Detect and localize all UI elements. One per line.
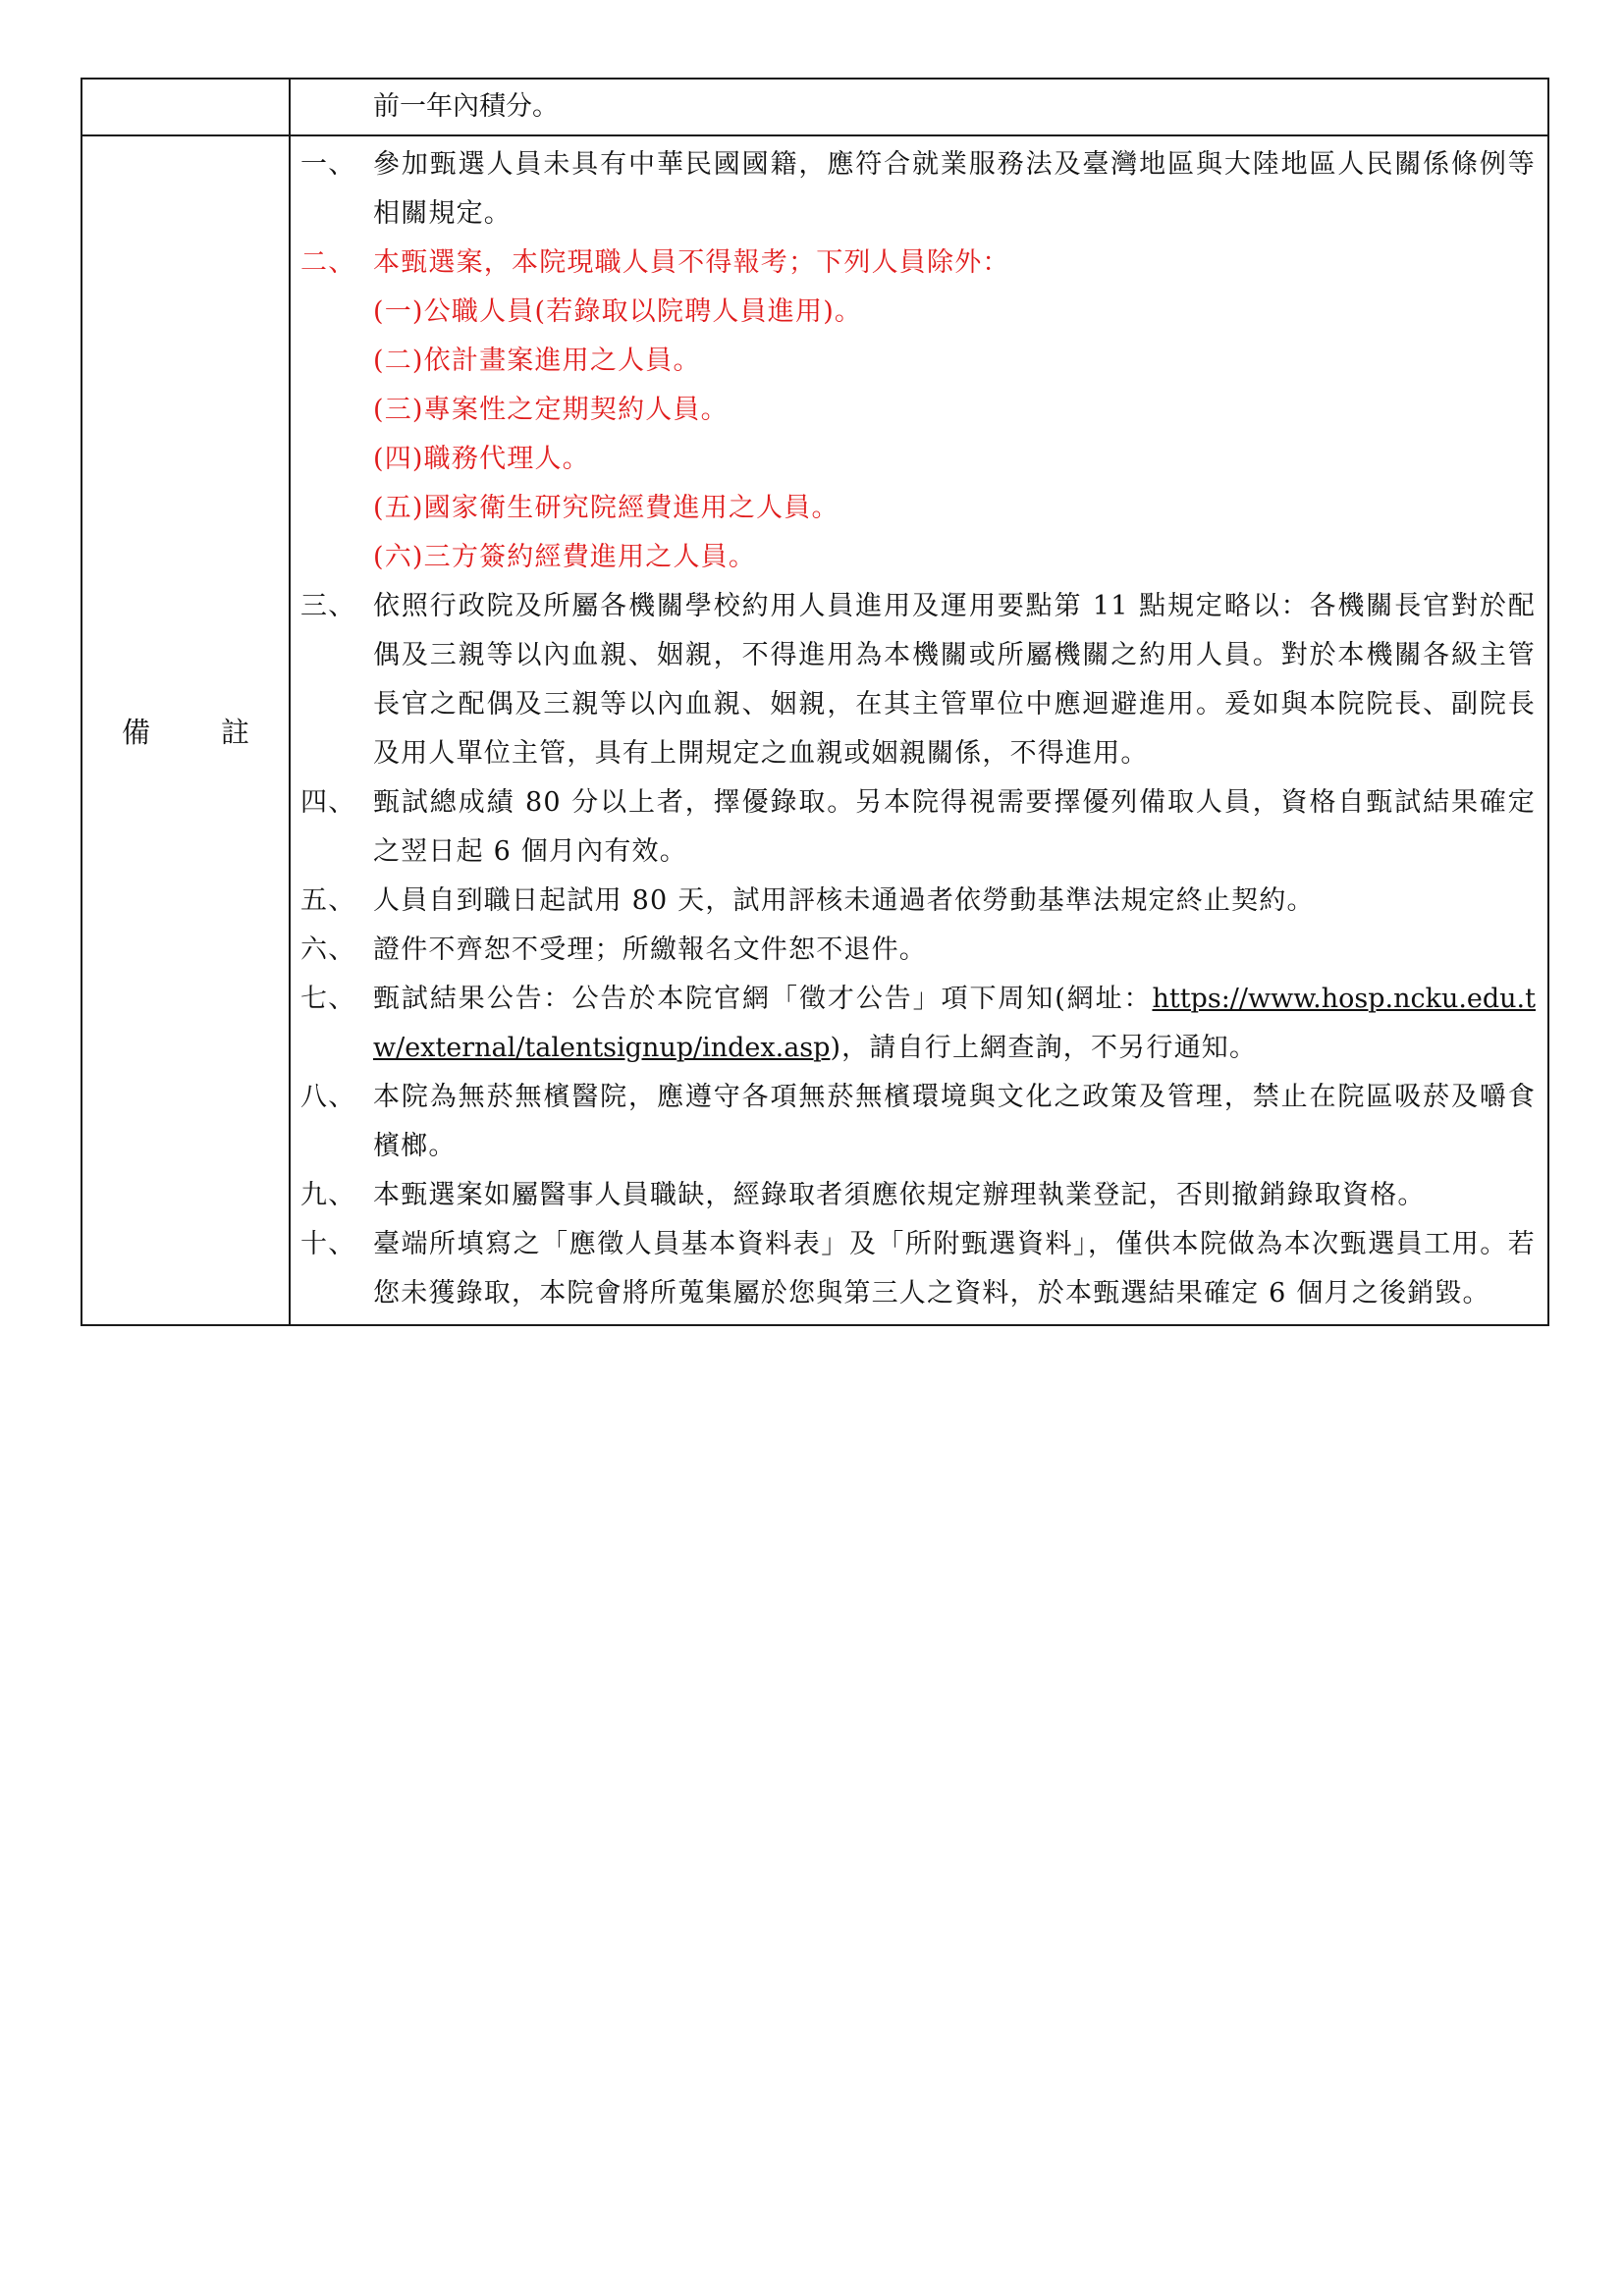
note-number: 三、 <box>300 591 356 621</box>
note-sub-item: (二)依計畫案進用之人員。 <box>373 346 701 376</box>
notes-row <box>81 135 1548 1325</box>
empty-label-cell <box>81 79 290 135</box>
note-number: 一、 <box>300 149 356 180</box>
note-sub-item: (三)專案性之定期契約人員。 <box>373 395 729 425</box>
note-item-2 <box>291 239 1536 288</box>
note-text: 參加甄選人員未具有中華民國國籍，應符合就業服務法及臺灣地區與大陸地區人民關係條例等相關規定。 <box>373 149 1536 229</box>
note-text <box>373 975 1536 1073</box>
note-text: 證件不齊恕不受理；所繳報名文件恕不退件。 <box>373 934 927 965</box>
note-number: 七、 <box>300 984 356 1014</box>
notes-label <box>82 711 289 751</box>
note-text: 依照行政院及所屬各機關學校約用人員進用及運用要點第 11 點規定略以：各機關長官對於配偶及三親等以內血親、姻親，不得進用為本機關或所屬機關之約用人員。對於本機關各級主管長官之配偶及三親等以內血親、姻親，在其主管單位中應迴避進用。爰如與本院院長、副院長及用人單位主管，具有上開規定之血親或姻親關係，不得進用。 <box>373 591 1536 769</box>
note-number: 十、 <box>300 1229 356 1259</box>
notes-label-char-1: 備 <box>122 715 153 749</box>
note-item-1 <box>291 140 1536 239</box>
note-item-10 <box>291 1220 1536 1318</box>
continuation-row <box>81 79 1548 135</box>
note-sub-item: (四)職務代理人。 <box>373 444 590 474</box>
note-item-5 <box>291 877 1536 926</box>
notes-label-cell <box>81 135 290 1325</box>
note-item-6 <box>291 926 1536 975</box>
note-text: 本甄選案，本院現職人員不得報考；下列人員除外： <box>373 247 1010 278</box>
note-sub-item: (五)國家衛生研究院經費進用之人員。 <box>373 493 839 523</box>
note-sub-item: (一)公職人員(若錄取以院聘人員進用)。 <box>373 296 863 327</box>
note-text: 甄試總成績 80 分以上者，擇優錄取。另本院得視需要擇優列備取人員，資格自甄試結果確定之翌日起 6 個月內有效。 <box>373 787 1536 867</box>
note-item-7 <box>291 975 1536 1073</box>
continuation-cell <box>290 79 1548 135</box>
note-item-3 <box>291 582 1536 778</box>
continuation-text: 前一年內積分。 <box>373 91 559 122</box>
note-number: 八、 <box>300 1082 356 1112</box>
talent-signup-link[interactable]: https://www.hosp.ncku.edu.tw/external/talentsignup/index.asp <box>373 984 1536 1063</box>
note-number: 六、 <box>300 934 356 965</box>
note-number: 九、 <box>300 1180 356 1210</box>
note-text: 臺端所填寫之「應徵人員基本資料表」及「所附甄選資料」，僅供本院做為本次甄選員工用。若您未獲錄取，本院會將所蒐集屬於您與第三人之資料，於本甄選結果確定 6 個月之後銷毀。 <box>373 1229 1536 1308</box>
note-item-9 <box>291 1171 1536 1220</box>
notes-label-char-2: 註 <box>220 715 251 749</box>
notes-table <box>81 78 1549 1326</box>
note-item-4 <box>291 778 1536 877</box>
note-text: 本院為無菸無檳醫院，應遵守各項無菸無檳環境與文化之政策及管理，禁止在院區吸菸及嚼食檳榔。 <box>373 1082 1536 1161</box>
note-text: 人員自到職日起試用 80 天，試用評核未通過者依勞動基準法規定終止契約。 <box>373 885 1315 916</box>
note-text: 本甄選案如屬醫事人員職缺，經錄取者須應依規定辦理執業登記，否則撤銷錄取資格。 <box>373 1180 1426 1210</box>
note-text-before: 甄試結果公告：公告於本院官網「徵才公告」項下周知(網址： <box>373 984 1153 1014</box>
note-item-8 <box>291 1073 1536 1171</box>
note-sub-item: (六)三方簽約經費進用之人員。 <box>373 542 757 572</box>
notes-content-cell <box>290 135 1548 1325</box>
note-number: 四、 <box>300 787 356 818</box>
notes-list <box>291 136 1536 1324</box>
note-number: 二、 <box>300 247 356 278</box>
note-number: 五、 <box>300 885 356 916</box>
note-text-after: )，請自行上網查詢，不另行通知。 <box>830 1033 1258 1063</box>
